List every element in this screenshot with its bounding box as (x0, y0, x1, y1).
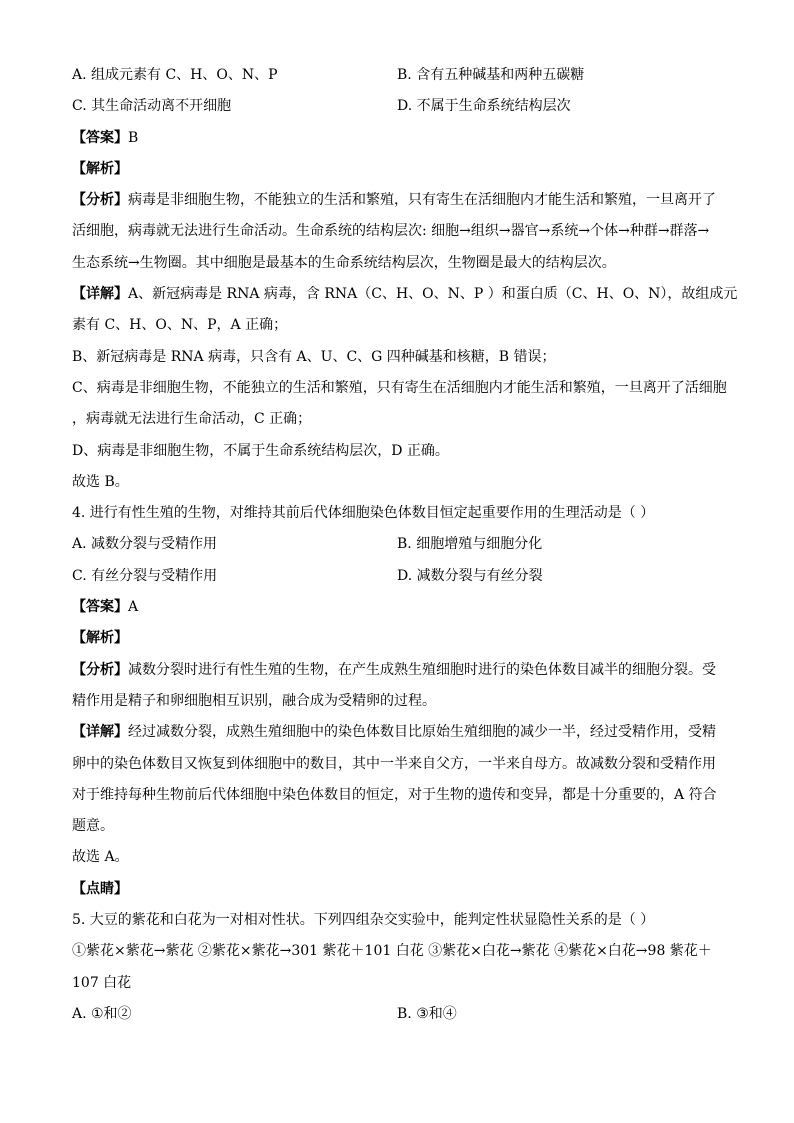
q4-detail-line-2: 卵中的染色体数目又恢复到体细胞中的数目，其中一半来自父方，一半来自母方。故减数分裂和受精作用 (72, 755, 716, 772)
q3-option-c: C. 其生命活动离不开细胞 (72, 98, 232, 115)
analysis-title-tag: 【解析】 (72, 160, 128, 177)
analysis-title-tag: 【解析】 (72, 630, 128, 647)
detail-tag: 【详解】 (72, 724, 128, 741)
q3-analysis-title (72, 154, 722, 185)
analysis-text: 病毒是非细胞生物，不能独立的生活和繁殖，只有寄生在活细胞内才能生活和繁殖，一旦离开了 (128, 192, 716, 209)
q4-stem: 4. 进行有性生殖的生物，对维持其前后代体细胞染色体数目恒定起重要作用的生理活动是（ ） (72, 505, 655, 522)
q4-comment (72, 874, 722, 905)
q4-analysis-title (72, 623, 722, 654)
q3-option-a: A. 组成元素有 C、H、O、N、P (72, 67, 278, 83)
q5-crosses-line-1: ①紫花×紫花→紫花 ②紫花×紫花→301 紫花＋101 白花 ③紫花×白花→紫花 ④紫花×白花→98 紫花＋ (72, 943, 712, 960)
q3-option-d: D. 不属于生命系统结构层次 (397, 98, 571, 115)
q5-crosses-line-2: 107 白花 (72, 974, 132, 991)
q5-option-a: A. ①和② (72, 1005, 132, 1022)
q3-analysis-line-3: 生态系统→生物圈。其中细胞是最基本的生命系统结构层次，生物圈是最大的结构层次。 (72, 254, 616, 271)
q4-options-row-2 (72, 561, 722, 592)
q4-option-b: B. 细胞增殖与细胞分化 (397, 536, 543, 553)
q3-analysis-line-2: 活细胞，病毒就无法进行生命活动。生命系统的结构层次: 细胞→组织→器官→系统→个体→种群→群落→ (72, 223, 710, 240)
q3-analysis-line-1 (72, 185, 722, 216)
analysis-text: 减数分裂时进行有性生殖的生物，在产生成熟生殖细胞时进行的染色体数目减半的细胞分裂。受 (128, 661, 716, 678)
q4-conclusion: 故选 A。 (72, 849, 129, 866)
q5-stem: 5. 大豆的紫花和白花为一对相对性状。下列四组杂交实验中，能判定性状显隐性关系的是（ ） (72, 912, 655, 929)
analysis-tag: 【分析】 (72, 661, 128, 678)
q4-option-c: C. 有丝分裂与受精作用 (72, 567, 218, 584)
q3-detail-line-1 (72, 279, 738, 310)
q3-options-row-2 (72, 91, 722, 122)
detail-text: 经过减数分裂，成熟生殖细胞中的染色体数目比原始生殖细胞的减少一半，经过受精作用，受精 (128, 724, 716, 741)
q3-detail-line-6: D、病毒是非细胞生物，不属于生命系统结构层次，D 正确。 (72, 442, 449, 459)
document-page (72, 60, 738, 1030)
q4-detail-line-3: 对于维持每种生物前后代体细胞中染色体数目的恒定，对于生物的遗传和变异，都是十分重要的，A 符合 (72, 786, 717, 803)
q4-analysis-line-1 (72, 655, 722, 686)
q4-options-row-1 (72, 529, 722, 560)
q5-option-b: B. ③和④ (397, 1005, 457, 1022)
q4-option-d: D. 减数分裂与有丝分裂 (397, 567, 543, 584)
comment-tag: 【点睛】 (72, 880, 128, 897)
q3-detail-line-4: C、病毒是非细胞生物，不能独立的生活和繁殖，只有寄生在活细胞内才能生活和繁殖，一旦离开了活细胞 (72, 379, 727, 396)
q3-detail-line-2: 素有 C、H、O、N、P，A 正确； (72, 317, 288, 334)
answer-tag: 【答案】 (72, 129, 128, 146)
answer-value: B (128, 129, 139, 146)
q4-detail-line-1 (72, 717, 722, 748)
q3-option-b: B. 含有五种碱基和两种五碳糖 (397, 67, 585, 83)
q4-answer (72, 592, 722, 623)
q3-conclusion: 故选 B。 (72, 473, 129, 490)
q3-answer (72, 123, 722, 154)
answer-tag: 【答案】 (72, 599, 128, 616)
q3-options-row-1 (72, 60, 722, 91)
analysis-tag: 【分析】 (72, 192, 128, 209)
answer-value: A (128, 599, 139, 616)
q3-detail-line-3: B、新冠病毒是 RNA 病毒，只含有 A、U、C、G 四种碱基和核糖，B 错误； (72, 348, 556, 365)
q4-option-a: A. 减数分裂与受精作用 (72, 536, 218, 553)
q4-analysis-line-2: 精作用是精子和卵细胞相互识别，融合成为受精卵的过程。 (72, 692, 436, 709)
q4-detail-line-4: 题意。 (72, 818, 114, 835)
detail-text: A、新冠病毒是 RNA 病毒，含 RNA（C、H、O、N、P ）和蛋白质（C、H、O、N），故组成元 (128, 286, 738, 303)
detail-tag: 【详解】 (72, 286, 128, 303)
q3-detail-line-5: ，病毒就无法进行生命活动，C 正确； (72, 411, 312, 428)
q5-options-row-1 (72, 999, 722, 1030)
